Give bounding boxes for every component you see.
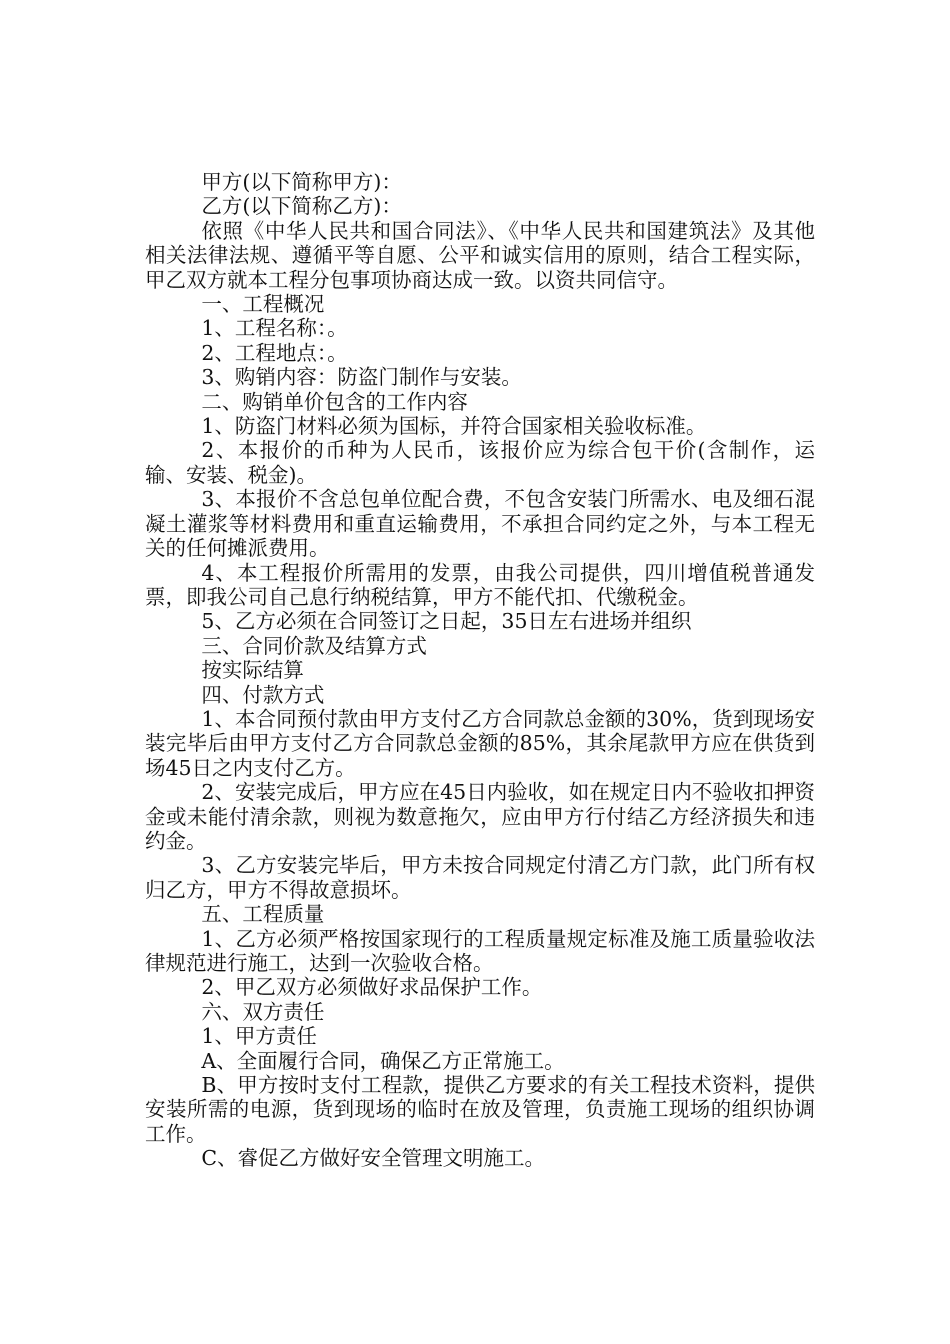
clause: 1、乙方必须严格按国家现行的工程质量规定标准及施工质量验收法律规范进行施工，达到一次验收合格。 [145,926,815,975]
clause: 4、本工程报价所需用的发票，由我公司提供，四川增值税普通发票，即我公司自己息行纳税结算，甲方不能代扣、代缴税金。 [145,560,815,609]
section-heading: 三、合同价款及结算方式 [201,633,427,658]
clause: 按实际结算 [201,658,304,683]
clause: 1、工程名称：。 [201,316,348,341]
document-body [145,170,815,1171]
section-heading: 六、双方责任 [201,999,325,1024]
clause: 2、本报价的币种为人民币，该报价应为综合包干价(含制作，运输、安装、税金)。 [145,438,815,487]
clause: 3、购销内容：防盗门制作与安装。 [201,365,522,390]
clause: 3、本报价不含总包单位配合费，不包含安装门所需水、电及细石混凝土灌浆等材料费用和重直运输费用，不承担合同约定之外，与本工程无关的任何摊派费用。 [145,487,815,561]
section-heading: 五、工程质量 [201,902,325,927]
clause: 5、乙方必须在合同签订之日起，35日左右进场并组织 [201,609,692,634]
section-heading: 一、工程概况 [201,292,325,317]
clause: 2、工程地点：。 [201,340,348,365]
preamble-paragraph: 依照《中华人民共和国合同法》、《中华人民共和国建筑法》及其他相关法律法规、遵循平等自愿、公平和诚实信用的原则，结合工程实际，甲乙双方就本工程分包事项协商达成一致。以资共同信守。 [145,218,815,292]
clause: 3、乙方安装完毕后，甲方未按合同规定付清乙方门款，此门所有权归乙方，甲方不得故意损坏。 [145,853,815,902]
clause: C、睿促乙方做好安全管理文明施工。 [201,1146,546,1171]
party-b-line: 乙方(以下简称乙方)： [201,194,402,219]
clause: 1、本合同预付款由甲方支付乙方合同款总金额的30%，货到现场安装完毕后由甲方支付乙方合同款总金额的85%，其余尾款甲方应在供货到场45日之内支付乙方。 [145,706,815,780]
party-a-line: 甲方(以下简称甲方)： [201,170,402,194]
clause: 1、甲方责任 [201,1024,317,1049]
clause: 2、甲乙双方必须做好求品保护工作。 [201,975,543,1000]
clause: B、甲方按时支付工程款，提供乙方要求的有关工程技术资料，提供安装所需的电源，货到现场的临时在放及管理，负责施工现场的组织协调工作。 [145,1073,815,1146]
clause: 2、安装完成后，甲方应在45日内验收，如在规定日内不验收扣押资金或未能付清余款，则视为数意拖欠，应由甲方行付结乙方经济损失和违约金。 [145,780,815,853]
clause: A、全面履行合同，确保乙方正常施工。 [201,1048,565,1073]
section-heading: 二、购销单价包含的工作内容 [201,389,468,414]
section-heading: 四、付款方式 [201,682,325,707]
clause: 1、防盗门材料必须为国标，并符合国家相关验收标准。 [201,414,707,439]
